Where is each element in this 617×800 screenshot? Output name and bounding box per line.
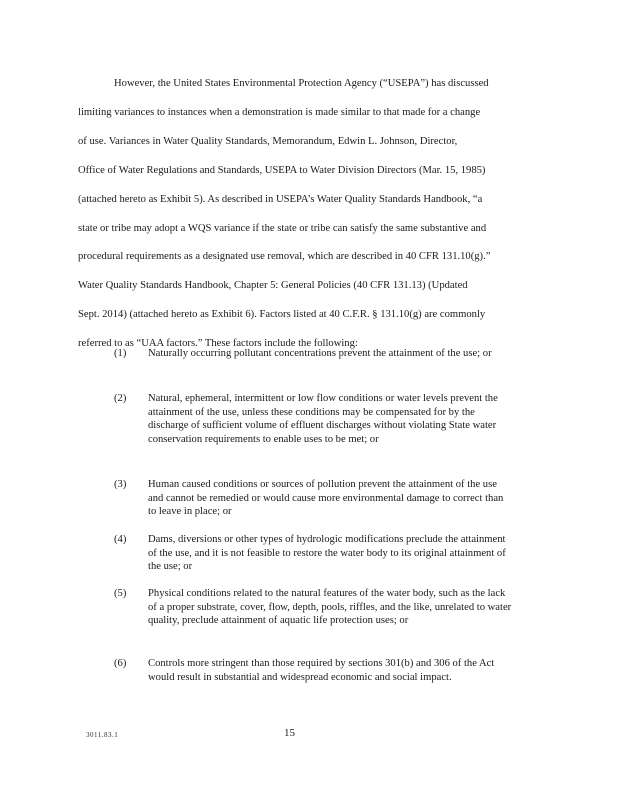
paragraph-line: limiting variances to instances when a demonstration is made similar to that made for a change (78, 106, 481, 118)
paragraph-line: Office of Water Regulations and Standards, USEPA to Water Division Directors (Mar. 15, 1985) (78, 164, 486, 176)
paragraph-line: referred to as “UAA factors.” These factors include the following: (78, 338, 358, 350)
factor-item-1 (114, 347, 492, 361)
factor-number: (6) (114, 658, 127, 669)
factor-number: (2) (114, 393, 127, 404)
factor-text: Controls more stringent than those required by sections 301(b) and 306 of the Act would result in substantial and widespread economic and social impact. (148, 658, 495, 683)
factor-text: Physical conditions related to the natural features of the water body, such as the lack of a proper substrate, cover, flow, depth, pools, riffles, and the like, unrelated to water quality, preclude attainment of aquatic life protection uses; or (148, 588, 512, 627)
paragraph-line: of use. Variances in Water Quality Standards, Memorandum, Edwin L. Johnson, Director, (78, 135, 458, 147)
factor-item-2 (114, 392, 514, 446)
paragraph-line: However, the United States Environmental Protection Agency (“USEPA”) has discussed (114, 78, 489, 89)
paragraph-line: procedural requirements as a designated use removal, which are described in 40 CFR 131.10(g).” (78, 251, 491, 263)
factor-item-3 (114, 478, 514, 519)
factor-item-4 (114, 533, 514, 574)
factor-item-6 (114, 657, 514, 684)
factor-text: Human caused conditions or sources of pollution prevent the attainment of the use and cannot be remedied or would cause more environmental damage to correct than to leave in place; or (148, 479, 504, 518)
body-paragraph (78, 70, 548, 359)
factor-number: (5) (114, 588, 127, 599)
paragraph-line: Sept. 2014) (attached hereto as Exhibit 6). Factors listed at 40 C.F.R. § 131.10(g) are commonly (78, 309, 486, 321)
factor-number: (3) (114, 479, 127, 490)
factor-number: (4) (114, 534, 127, 545)
factor-text: Naturally occurring pollutant concentrations prevent the attainment of the use; or (148, 348, 492, 359)
factor-item-5 (114, 587, 514, 628)
factor-text: Natural, ephemeral, intermittent or low flow conditions or water levels prevent the attainment of the use, unless these conditions may be compensated for by the discharge of sufficient volume of effluent discharges without violating State water conservation requirements to enable uses to be met; or (148, 393, 498, 445)
page-number: 15 (284, 727, 295, 739)
paragraph-line: state or tribe may adopt a WQS variance if the state or tribe can satisfy the same substantive and (78, 222, 487, 234)
footer-doc-code: 3011.83.1 (86, 731, 119, 739)
paragraph-line: Water Quality Standards Handbook, Chapter 5: General Policies (40 CFR 131.13) (Updated (78, 280, 468, 292)
factor-number: (1) (114, 348, 127, 359)
factor-text: Dams, diversions or other types of hydrologic modifications preclude the attainment of the use, and it is not feasible to restore the water body to its original attainment of the use; or (148, 534, 506, 573)
paragraph-line: (attached hereto as Exhibit 5). As described in USEPA’s Water Quality Standards Handbook, “a (78, 193, 483, 205)
